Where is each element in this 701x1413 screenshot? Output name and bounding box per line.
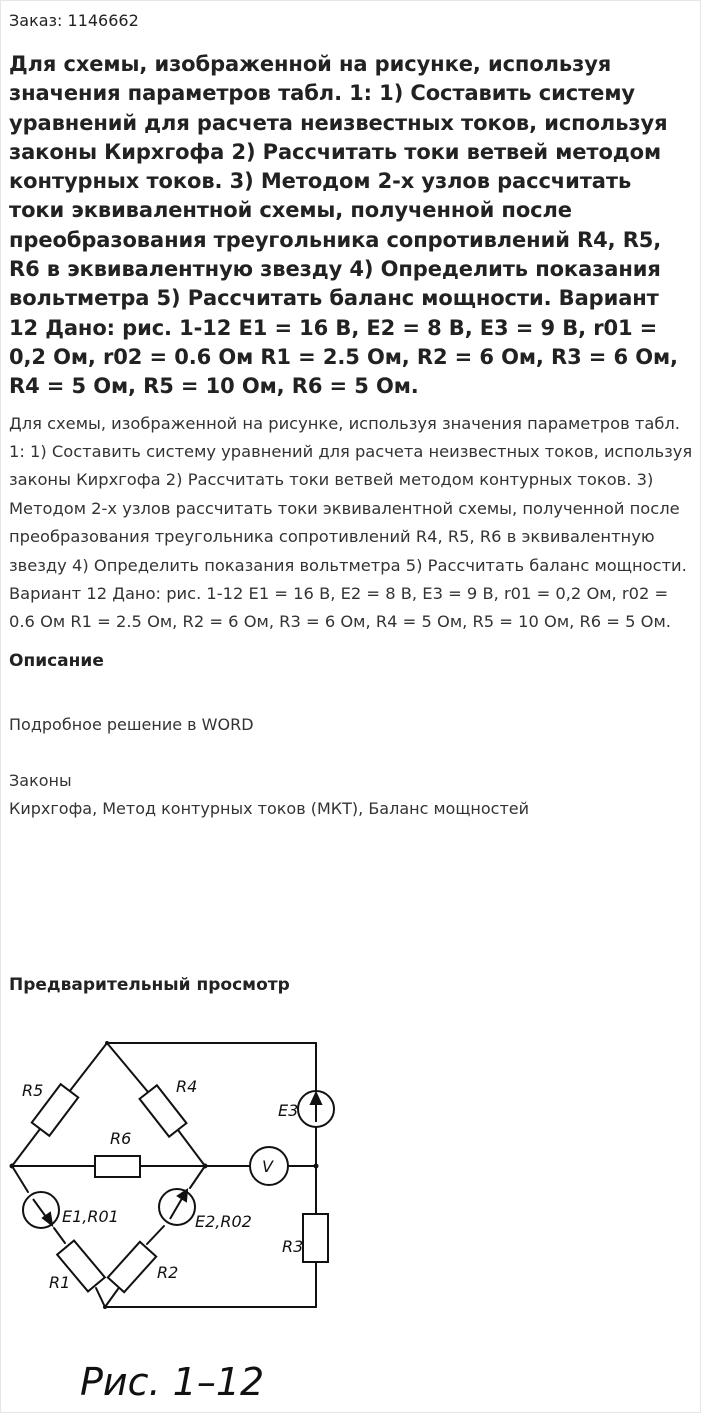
circuit-diagram [0, 1030, 360, 1410]
resistor-r6 [95, 1156, 140, 1177]
label-r2: R2 [157, 1263, 179, 1282]
resistor-r2 [108, 1242, 156, 1292]
order-number: Заказ: 1146662 [9, 11, 139, 30]
label-voltmeter: V [262, 1157, 273, 1176]
label-r6: R6 [110, 1129, 132, 1148]
solution-note: Подробное решение в WORD [9, 714, 254, 734]
source-e3 [298, 1091, 334, 1127]
source-e2 [159, 1189, 195, 1225]
source-e1 [23, 1192, 59, 1228]
label-e3: E3 [278, 1101, 299, 1120]
label-e1-r01: E1,R01 [62, 1207, 119, 1226]
task-description: Для схемы, изображенной на рисунке, используя значения параметров табл. 1: 1) Составить систему уравнений для расчета неизвестных токов, используя законы Кирхгофа 2) Рассчитать токи ветвей методом контурных токов. 3) Методом 2-х узлов рассчитать токи эквивалентной схемы, полученной после преобразования треугольника сопротивлений R4, R5, R6 в эквивалентную звезду 4) Определить показания вольтметра 5) Рассчитать баланс мощности. Вариант 12 Дано: рис. 1-12 E1 = 16 В, E2 = 8 В, E3 = 9 В, r01 = 0,2 Ом, r02 = 0.6 Ом R1 = 2.5 Ом, R2 = 6 Ом, R3 = 6 Ом, R4 = 5 Ом, R5 = 10 Ом, R6 = 5 Ом. [9, 413, 693, 632]
laws-value: Кирхгофа, Метод контурных токов (МКТ), Баланс мощностей [9, 798, 530, 818]
preview-heading: Предварительный просмотр [9, 974, 290, 995]
figure-caption: Рис. 1–12 [80, 1360, 265, 1404]
label-r1: R1 [49, 1273, 71, 1292]
label-r5: R5 [22, 1081, 44, 1100]
label-e2-r02: E2,R02 [195, 1212, 252, 1231]
label-r3: R3 [282, 1237, 304, 1256]
description-heading: Описание [9, 650, 104, 671]
resistor-r3 [303, 1214, 328, 1262]
page-content [9, 0, 693, 997]
task-title: Для схемы, изображенной на рисунке, используя значения параметров табл. 1: 1) Составить систему уравнений для расчета неизвестных токов, используя законы Кирхгофа 2) Рассчитать токи ветвей методом контурных токов. 3) Методом 2-х узлов рассчитать токи эквивалентной схемы, полученной после преобразования треугольника сопротивлений R4, R5, R6 в эквивалентную звезду 4) Определить показания вольтметра 5) Рассчитать баланс мощности. Вариант 12 Дано: рис. 1-12 E1 = 16 В, E2 = 8 В, E3 = 9 В, r01 = 0,2 Ом, r02 = 0.6 Ом R1 = 2.5 Ом, R2 = 6 Ом, R3 = 6 Ом, R4 = 5 Ом, R5 = 10 Ом, R6 = 5 Ом. [9, 52, 678, 399]
label-r4: R4 [176, 1077, 198, 1096]
laws-label: Законы [9, 770, 72, 790]
